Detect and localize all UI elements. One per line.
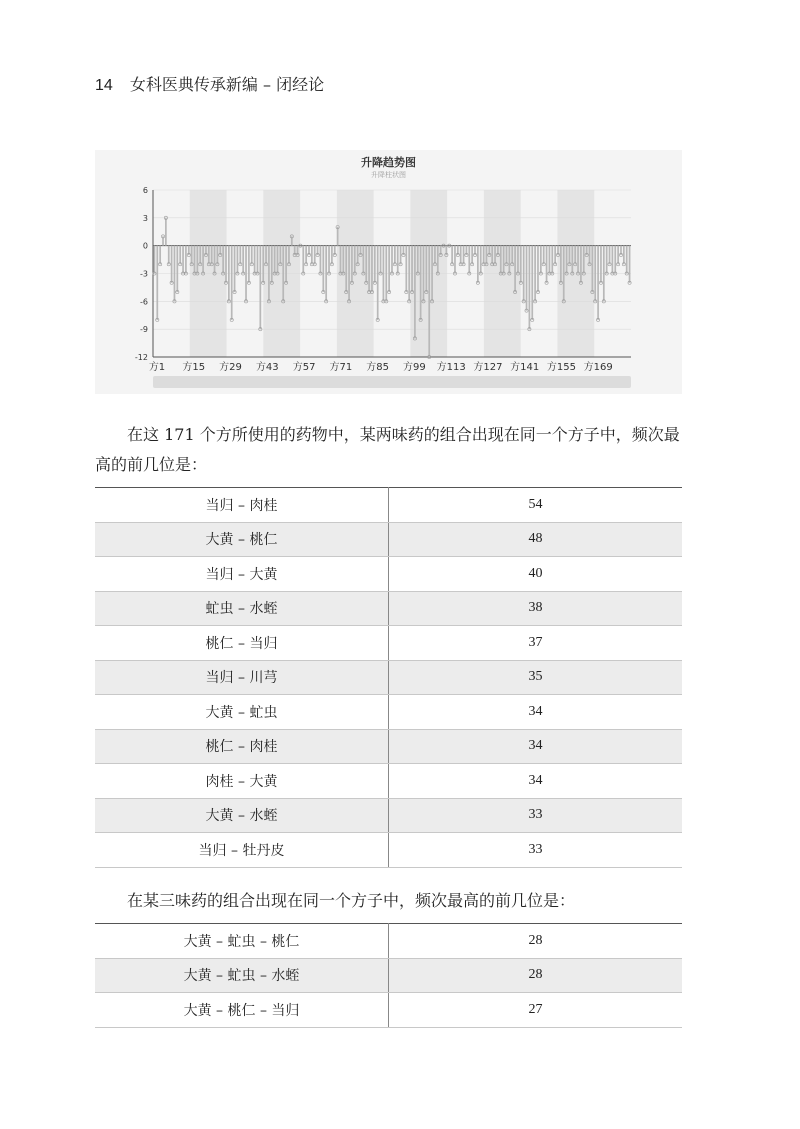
combination-cell: 当归 – 牡丹皮 <box>95 833 389 868</box>
table-row <box>95 626 682 661</box>
chart-bar <box>374 246 376 283</box>
chart-bar <box>514 246 516 292</box>
chart-bar <box>571 246 573 274</box>
combination-cell: 大黄 – 桃仁 <box>95 522 389 557</box>
chart-bar <box>483 246 485 265</box>
chart-bar <box>365 246 367 283</box>
chart-bar <box>629 246 631 283</box>
chart-bar <box>302 246 304 274</box>
chart-bar <box>534 246 536 302</box>
chart-bar <box>197 246 199 274</box>
y-tick-label: 3 <box>142 213 148 223</box>
combination-cell: 大黄 – 虻虫 – 水蛭 <box>95 958 389 993</box>
x-tick-label: 方141 <box>510 362 540 373</box>
frequency-cell: 33 <box>389 833 683 868</box>
chart-bar <box>443 246 445 247</box>
frequency-cell: 35 <box>389 660 683 695</box>
chart-bar <box>202 246 204 274</box>
chart-bar <box>448 246 450 247</box>
chart-bar <box>380 246 382 274</box>
chart-bar <box>460 246 462 265</box>
chart-bar <box>345 246 347 292</box>
combination-cell: 当归 – 大黄 <box>95 557 389 592</box>
frequency-cell: 38 <box>389 591 683 626</box>
paragraph-pairs-intro: 在这 171 个方所使用的药物中，某两味药的组合出现在同一个方子中，频次最高的前几位是： <box>95 425 680 474</box>
chart-bar <box>626 246 628 274</box>
chart-bar <box>277 246 279 274</box>
table-row <box>95 798 682 833</box>
chart-bar <box>271 246 273 283</box>
combination-cell: 桃仁 – 肉桂 <box>95 729 389 764</box>
table-row <box>95 993 682 1028</box>
frequency-cell: 34 <box>389 729 683 764</box>
chart-bar <box>300 246 302 247</box>
chart-bar <box>285 246 287 283</box>
frequency-cell: 40 <box>389 557 683 592</box>
chart-bar <box>242 246 244 274</box>
x-tick-label: 方15 <box>182 362 206 373</box>
chart-bar <box>428 246 430 357</box>
chart-bar <box>234 246 236 292</box>
chart-bar <box>560 246 562 283</box>
chart-bar <box>222 246 224 274</box>
chart-bar <box>239 246 241 265</box>
chart-bar <box>357 246 359 265</box>
frequency-cell: 34 <box>389 764 683 799</box>
x-tick-label: 方1 <box>148 362 166 373</box>
chart-bar <box>468 246 470 274</box>
y-tick-label: -12 <box>134 353 148 362</box>
combination-cell: 大黄 – 水蛭 <box>95 798 389 833</box>
chart-bar <box>208 246 210 265</box>
chart-bar <box>391 246 393 274</box>
chart-bar <box>563 246 565 302</box>
x-tick-label: 方57 <box>292 362 316 373</box>
chart-bar <box>394 246 396 265</box>
frequency-cell: 34 <box>389 695 683 730</box>
chart-bar <box>546 246 548 283</box>
chart-canvas <box>95 150 682 394</box>
chart-bar <box>191 246 193 265</box>
y-tick-label: -3 <box>140 269 148 279</box>
x-tick-label: 方127 <box>473 362 503 373</box>
chart-bar <box>328 246 330 274</box>
chart-bar <box>454 246 456 274</box>
chart-bar <box>451 246 453 265</box>
chart-bar <box>340 246 342 274</box>
chart-bar <box>265 246 267 265</box>
chart-bar <box>397 246 399 274</box>
chart-bar <box>251 246 253 265</box>
chart-bar <box>425 246 427 292</box>
chart-bar <box>543 246 545 265</box>
chart-bar <box>314 246 316 265</box>
combination-cell: 大黄 – 桃仁 – 当归 <box>95 993 389 1028</box>
chart-bar <box>589 246 591 265</box>
chart-bar <box>199 246 201 265</box>
chart-bar <box>531 246 533 320</box>
chart-bar <box>592 246 594 292</box>
pair-frequency-table <box>95 487 682 868</box>
chart-bar <box>182 246 184 274</box>
combination-cell: 肉桂 – 大黄 <box>95 764 389 799</box>
chart-bar <box>520 246 522 283</box>
y-tick-label: -9 <box>140 325 148 335</box>
chart-bar <box>506 246 508 265</box>
chart-bar <box>603 246 605 302</box>
chart-bar <box>259 246 261 330</box>
frequency-cell: 28 <box>389 958 683 993</box>
chart-bar <box>159 246 161 265</box>
chart-bar <box>617 246 619 265</box>
chart-bar <box>414 246 416 339</box>
combination-cell: 大黄 – 虻虫 <box>95 695 389 730</box>
table-row <box>95 695 682 730</box>
chart-bar <box>503 246 505 274</box>
chart-bar <box>400 246 402 265</box>
chart-bar <box>176 246 178 292</box>
x-tick-label: 方85 <box>366 362 389 373</box>
chart-bar <box>408 246 410 302</box>
chart-bar <box>320 246 322 274</box>
x-tick-label: 方99 <box>403 362 426 373</box>
x-tick-label: 方169 <box>583 362 613 373</box>
chart-bar <box>325 246 327 302</box>
chart-bar <box>194 246 196 274</box>
chart-bar <box>609 246 611 265</box>
chart-bar <box>606 246 608 274</box>
chart-bar <box>420 246 422 320</box>
table-row <box>95 924 682 959</box>
chart-bar <box>597 246 599 320</box>
chart-bar <box>371 246 373 292</box>
combination-cell: 桃仁 – 当归 <box>95 626 389 661</box>
chart-bar <box>511 246 513 265</box>
chart-bar <box>574 246 576 265</box>
frequency-cell: 48 <box>389 522 683 557</box>
chart-bar <box>377 246 379 320</box>
chart-bar <box>231 246 233 320</box>
chart-bar <box>254 246 256 274</box>
chart-bar <box>417 246 419 274</box>
chart-bar <box>363 246 365 274</box>
chart-subtitle: 升降柱状图 <box>371 171 406 179</box>
chart-bar <box>228 246 230 302</box>
chart-bar <box>211 246 213 265</box>
chart-bar <box>165 218 167 246</box>
x-tick-label: 方29 <box>219 362 242 373</box>
chart-bar <box>248 246 250 283</box>
page-number: 14 <box>95 77 113 94</box>
chart-bar <box>523 246 525 302</box>
chart-bar <box>486 246 488 265</box>
chart-bar <box>368 246 370 292</box>
combination-cell: 当归 – 肉桂 <box>95 488 389 523</box>
chart-bar <box>225 246 227 283</box>
chart-bar <box>154 246 156 274</box>
chart-bar <box>529 246 531 330</box>
y-tick-label: -6 <box>140 297 148 307</box>
chart-bar <box>508 246 510 274</box>
chart-bar <box>491 246 493 265</box>
chart-bar <box>600 246 602 283</box>
y-tick-label: 0 <box>142 241 148 251</box>
table-row <box>95 729 682 764</box>
trend-chart <box>95 150 682 394</box>
chart-bar <box>257 246 259 274</box>
combination-cell: 大黄 – 虻虫 – 桃仁 <box>95 924 389 959</box>
table-row <box>95 764 682 799</box>
chart-bar <box>168 246 170 265</box>
chart-bar <box>583 246 585 274</box>
x-tick-label: 方71 <box>329 362 353 373</box>
chart-title: 升降趋势图 <box>361 156 416 169</box>
chart-bar <box>623 246 625 265</box>
chart-bar <box>551 246 553 274</box>
chart-bar <box>237 246 239 274</box>
chart-bar <box>262 246 264 283</box>
table-row <box>95 833 682 868</box>
chart-bar <box>517 246 519 274</box>
chart-bar <box>477 246 479 283</box>
combination-cell: 当归 – 川芎 <box>95 660 389 695</box>
chart-bar <box>500 246 502 274</box>
chart-bar <box>612 246 614 274</box>
x-tick-label: 方155 <box>546 362 577 373</box>
chart-bar <box>577 246 579 274</box>
chart-bar <box>351 246 353 283</box>
chart-bar <box>423 246 425 302</box>
chart-zoom-slider[interactable] <box>153 376 631 388</box>
chart-bar <box>388 246 390 292</box>
chart-bar <box>537 246 539 292</box>
frequency-cell: 28 <box>389 924 683 959</box>
chart-bar <box>288 246 290 265</box>
chart-bar <box>280 246 282 265</box>
chart-bar <box>217 246 219 265</box>
chart-bar <box>569 246 571 265</box>
chart-bar <box>245 246 247 302</box>
y-tick-label: 6 <box>142 186 148 195</box>
frequency-cell: 27 <box>389 993 683 1028</box>
chart-bar <box>311 246 313 265</box>
chart-bar <box>405 246 407 292</box>
chart-bar <box>549 246 551 274</box>
chart-bar <box>385 246 387 302</box>
table-row <box>95 591 682 626</box>
chart-bar <box>282 246 284 302</box>
chart-bar <box>411 246 413 292</box>
x-tick-label: 方113 <box>436 362 466 373</box>
chart-bar <box>214 246 216 274</box>
frequency-cell: 37 <box>389 626 683 661</box>
running-title: 女科医典传承新编 – 闭经论 <box>129 75 325 94</box>
chart-bar <box>383 246 385 302</box>
table-row <box>95 660 682 695</box>
chart-bar <box>305 246 307 265</box>
chart-bar <box>480 246 482 274</box>
chart-bar <box>156 246 158 320</box>
chart-bar <box>540 246 542 274</box>
chart-bar <box>354 246 356 274</box>
paragraph-triples-intro: 在某三味药的组合出现在同一个方子中，频次最高的前几位是： <box>127 891 576 910</box>
combination-cell: 虻虫 – 水蛭 <box>95 591 389 626</box>
chart-bar <box>594 246 596 302</box>
chart-bar <box>268 246 270 302</box>
table-row <box>95 488 682 523</box>
chart-bar <box>342 246 344 274</box>
frequency-cell: 54 <box>389 488 683 523</box>
page-header <box>95 72 324 95</box>
chart-bar <box>526 246 528 311</box>
chart-bar <box>331 246 333 265</box>
chart-bar <box>494 246 496 265</box>
x-tick-label: 方43 <box>255 362 279 373</box>
frequency-cell: 33 <box>389 798 683 833</box>
chart-bar <box>171 246 173 283</box>
chart-bar <box>463 246 465 265</box>
chart-bar <box>431 246 433 302</box>
triple-frequency-table <box>95 923 682 1028</box>
chart-bar <box>614 246 616 274</box>
chart-bar <box>566 246 568 274</box>
table-row <box>95 958 682 993</box>
table-row <box>95 557 682 592</box>
table-row <box>95 522 682 557</box>
chart-bar <box>337 227 339 246</box>
chart-bar <box>348 246 350 302</box>
chart-bar <box>274 246 276 274</box>
chart-bar <box>185 246 187 274</box>
chart-bar <box>174 246 176 302</box>
chart-bar <box>437 246 439 274</box>
chart-bar <box>434 246 436 265</box>
chart-bar <box>179 246 181 265</box>
chart-bar <box>322 246 324 292</box>
chart-bar <box>471 246 473 265</box>
chart-bar <box>580 246 582 283</box>
chart-bar <box>554 246 556 265</box>
